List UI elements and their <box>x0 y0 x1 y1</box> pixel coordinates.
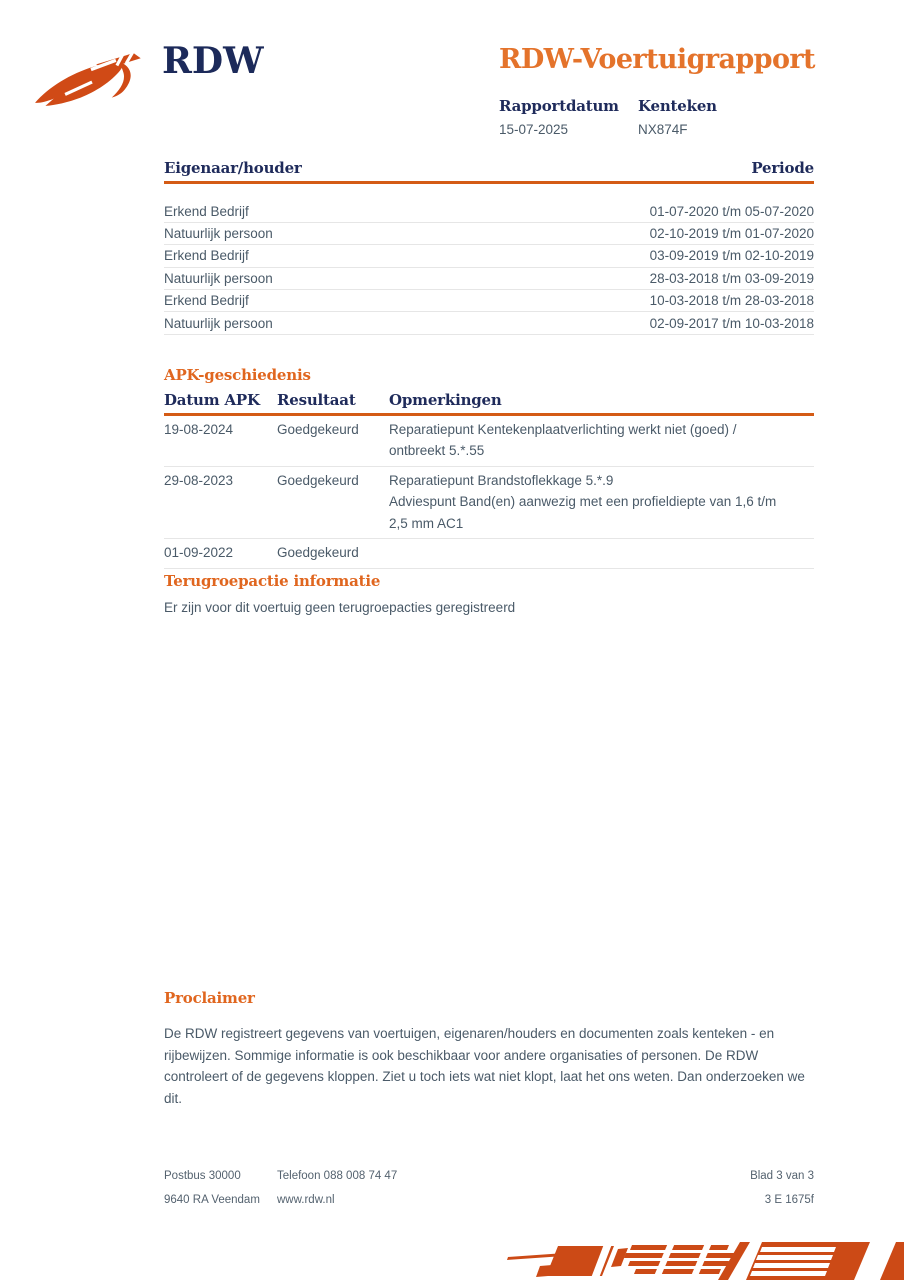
rdw-feather-icon <box>34 52 148 110</box>
apk-result: Goedgekeurd <box>277 545 359 560</box>
report-date-block <box>499 97 638 137</box>
owner-period: 02-09-2017 t/m 10-03-2018 <box>649 315 814 331</box>
apk-date: 29-08-2023 <box>164 472 234 488</box>
owners-table-header <box>164 159 814 177</box>
footer-doc-code: 3 E 1675f <box>764 1194 814 1206</box>
owner-period: 10-03-2018 t/m 28-03-2018 <box>649 293 814 309</box>
table-row <box>164 290 814 312</box>
owner-type: Erkend Bedrijf <box>164 248 249 264</box>
owners-header-rule <box>164 181 814 184</box>
apk-section-heading: APK-geschiedenis <box>164 366 311 384</box>
footer-page-number: Blad 3 van 3 <box>750 1170 814 1182</box>
apk-remark-line: 2,5 mm AC1 <box>389 515 464 531</box>
apk-remark-line: Reparatiepunt Kentekenplaatverlichting werkt niet (goed) / <box>389 421 737 437</box>
apk-result: Goedgekeurd <box>277 421 359 437</box>
table-row <box>164 416 814 467</box>
report-date-label: Rapportdatum <box>499 97 619 115</box>
license-plate-label: Kenteken <box>638 97 717 115</box>
apk-remarks <box>389 542 814 564</box>
owner-period: 01-07-2020 t/m 05-07-2020 <box>649 203 814 219</box>
license-plate-value: NX874F <box>638 122 688 137</box>
footer-website: www.rdw.nl <box>277 1194 335 1206</box>
table-row <box>164 268 814 290</box>
recall-heading: Terugroepactie informatie <box>164 572 381 590</box>
footer-line-2 <box>164 1194 814 1218</box>
table-row <box>164 245 814 267</box>
owner-period: 28-03-2018 t/m 03-09-2019 <box>649 270 814 286</box>
owners-section <box>164 159 814 335</box>
apk-remark-line: Adviespunt Band(en) aanwezig met een profieldiepte van 1,6 t/m <box>389 494 777 509</box>
table-row <box>164 467 814 540</box>
owner-type: Erkend Bedrijf <box>164 293 249 309</box>
proclaimer-heading: Proclaimer <box>164 989 255 1007</box>
apk-remarks <box>389 470 814 535</box>
apk-table-header <box>164 391 814 409</box>
rdw-logo-text: RDW <box>162 40 264 82</box>
owners-col-period: Periode <box>751 159 814 177</box>
apk-result: Goedgekeurd <box>277 472 359 488</box>
owner-type: Natuurlijk persoon <box>164 315 273 331</box>
owner-type: Natuurlijk persoon <box>164 226 273 242</box>
owner-type: Erkend Bedrijf <box>164 203 249 219</box>
apk-remark-line: ontbreekt 5.*.55 <box>389 443 485 458</box>
footer-city: 9640 RA Veendam <box>164 1194 260 1206</box>
proclaimer-section <box>164 989 814 1109</box>
apk-date: 01-09-2022 <box>164 545 234 560</box>
apk-col-date: Datum APK <box>164 391 260 409</box>
apk-col-result: Resultaat <box>277 391 356 409</box>
table-row <box>164 201 814 223</box>
footer-postbus: Postbus 30000 <box>164 1170 241 1182</box>
apk-history-section <box>164 366 814 569</box>
report-date-value: 15-07-2025 <box>499 122 569 137</box>
report-title: RDW-Voertuigrapport <box>499 44 815 75</box>
table-row <box>164 539 814 569</box>
owners-col-owner: Eigenaar/houder <box>164 159 302 177</box>
recall-body: Er zijn voor dit voertuig geen terugroepacties geregistreerd <box>164 600 516 615</box>
recall-section <box>164 572 814 619</box>
apk-remarks <box>389 419 814 462</box>
table-row <box>164 223 814 245</box>
owner-type: Natuurlijk persoon <box>164 270 273 286</box>
report-meta <box>499 97 777 137</box>
apk-remark-line: Reparatiepunt Brandstoflekkage 5.*.9 <box>389 472 614 488</box>
license-plate-block <box>638 97 777 137</box>
footer-telefoon: Telefoon 088 008 74 47 <box>277 1170 398 1182</box>
apk-col-remarks: Opmerkingen <box>389 391 502 409</box>
proclaimer-body: De RDW registreert gegevens van voertuigen, eigenaren/houders en documenten zoals kenteken - en rijbewijzen. Sommige informatie is ook beschikbaar voor andere organisaties of personen. De RDW controleert of de gegevens kloppen. Ziet u toch iets wat niet klopt, laat het ons weten. Dan onderzoeken we dit. <box>164 1026 805 1106</box>
owners-table-body <box>164 201 814 335</box>
owner-period: 03-09-2019 t/m 02-10-2019 <box>649 248 814 264</box>
table-row <box>164 312 814 334</box>
apk-date: 19-08-2024 <box>164 421 234 437</box>
owner-period: 02-10-2019 t/m 01-07-2020 <box>649 226 814 242</box>
footer-line-1 <box>164 1170 814 1194</box>
rdw-speed-stripes-graphic <box>500 1240 904 1280</box>
page-footer <box>164 1170 814 1218</box>
